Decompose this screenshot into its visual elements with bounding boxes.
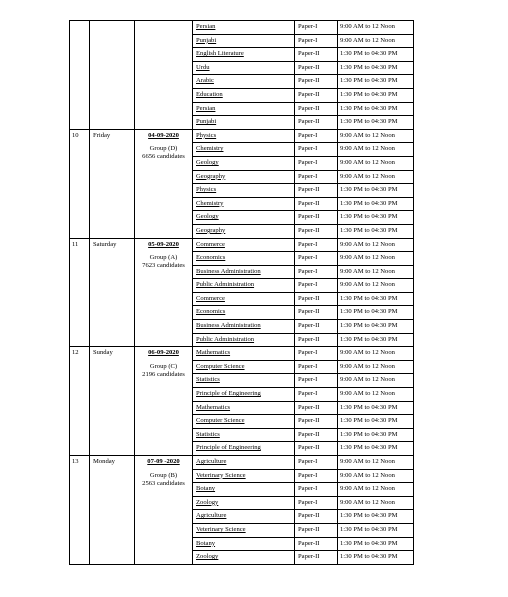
time-cell: 1:30 PM to 04:30 PM: [338, 88, 414, 102]
date-cell: [135, 21, 193, 130]
subject-cell: [193, 496, 295, 510]
subject-name: Veterinary Science: [196, 471, 246, 479]
subject-name: Principle of Engineering: [196, 444, 261, 452]
paper-cell: Paper-I: [295, 265, 338, 279]
table-row: [70, 129, 414, 143]
subject-name: Computer Science: [196, 417, 245, 425]
group-label: Group (D): [149, 145, 178, 153]
subject-cell: [193, 143, 295, 157]
serial-number: 13: [70, 456, 90, 565]
paper-cell: Paper-II: [295, 102, 338, 116]
paper-cell: Paper-II: [295, 88, 338, 102]
time-cell: 9:00 AM to 12 Noon: [338, 456, 414, 470]
time-cell: 1:30 PM to 04:30 PM: [338, 306, 414, 320]
time-cell: 9:00 AM to 12 Noon: [338, 374, 414, 388]
paper-cell: Paper-I: [295, 129, 338, 143]
subject-name: Botany: [196, 539, 216, 547]
subject-cell: [193, 129, 295, 143]
subject-name: Punjabi: [196, 118, 217, 126]
subject-cell: [193, 279, 295, 293]
subject-cell: [193, 428, 295, 442]
time-cell: 1:30 PM to 04:30 PM: [338, 510, 414, 524]
paper-cell: Paper-II: [295, 292, 338, 306]
subject-cell: [193, 523, 295, 537]
subject-name: Geography: [196, 172, 226, 180]
schedule-page: [69, 20, 414, 565]
paper-cell: Paper-I: [295, 456, 338, 470]
time-cell: 1:30 PM to 04:30 PM: [338, 551, 414, 565]
exam-date: 05-09-2020: [148, 240, 179, 248]
group-label: Group (C): [149, 362, 178, 370]
subject-name: Geology: [196, 213, 219, 221]
time-cell: 9:00 AM to 12 Noon: [338, 279, 414, 293]
paper-cell: Paper-II: [295, 428, 338, 442]
subject-cell: [193, 102, 295, 116]
time-cell: 9:00 AM to 12 Noon: [338, 496, 414, 510]
subject-name: Zoology: [196, 553, 219, 561]
paper-cell: Paper-I: [295, 483, 338, 497]
time-cell: 9:00 AM to 12 Noon: [338, 252, 414, 266]
subject-name: Chemistry: [196, 145, 224, 153]
candidate-count: 6656 candidates: [142, 153, 185, 161]
day-name: Saturday: [90, 238, 135, 347]
subject-name: English Literature: [196, 50, 244, 58]
subject-name: Principle of Engineering: [196, 390, 261, 398]
subject-name: Veterinary Science: [196, 525, 246, 533]
sn-cell: [70, 21, 90, 130]
paper-cell: Paper-II: [295, 523, 338, 537]
time-cell: 1:30 PM to 04:30 PM: [338, 523, 414, 537]
time-cell: 1:30 PM to 04:30 PM: [338, 333, 414, 347]
subject-cell: [193, 360, 295, 374]
paper-cell: Paper-I: [295, 143, 338, 157]
candidate-count: 2196 candidates: [142, 370, 185, 378]
time-cell: 9:00 AM to 12 Noon: [338, 469, 414, 483]
time-cell: 9:00 AM to 12 Noon: [338, 265, 414, 279]
time-cell: 1:30 PM to 04:30 PM: [338, 116, 414, 130]
paper-cell: Paper-I: [295, 469, 338, 483]
subject-cell: [193, 116, 295, 130]
paper-cell: Paper-II: [295, 551, 338, 565]
subject-cell: [193, 265, 295, 279]
paper-cell: Paper-II: [295, 320, 338, 334]
subject-name: Chemistry: [196, 199, 224, 207]
time-cell: 1:30 PM to 04:30 PM: [338, 428, 414, 442]
paper-cell: Paper-I: [295, 374, 338, 388]
subject-name: Punjabi: [196, 36, 217, 44]
subject-cell: [193, 75, 295, 89]
subject-name: Computer Science: [196, 362, 245, 370]
day-name: Sunday: [90, 347, 135, 456]
serial-number: 12: [70, 347, 90, 456]
subject-cell: [193, 184, 295, 198]
paper-cell: Paper-II: [295, 537, 338, 551]
time-cell: 1:30 PM to 04:30 PM: [338, 224, 414, 238]
subject-name: Statistics: [196, 430, 220, 438]
time-cell: 1:30 PM to 04:30 PM: [338, 320, 414, 334]
paper-cell: Paper-I: [295, 360, 338, 374]
subject-cell: [193, 88, 295, 102]
subject-name: Physics: [196, 131, 217, 139]
day-name: Friday: [90, 129, 135, 238]
day-cell: [90, 21, 135, 130]
paper-cell: Paper-II: [295, 510, 338, 524]
time-cell: 9:00 AM to 12 Noon: [338, 388, 414, 402]
subject-cell: [193, 320, 295, 334]
date-cell: [135, 347, 193, 456]
time-cell: 1:30 PM to 04:30 PM: [338, 197, 414, 211]
schedule-body: [70, 21, 414, 565]
exam-date: 07-09 -2020: [147, 458, 180, 465]
exam-date: 04-09-2020: [148, 131, 179, 139]
subject-name: Business Administration: [196, 322, 261, 330]
paper-cell: Paper-II: [295, 48, 338, 62]
paper-cell: Paper-II: [295, 184, 338, 198]
paper-cell: Paper-I: [295, 170, 338, 184]
date-cell: [135, 129, 193, 238]
paper-cell: Paper-II: [295, 442, 338, 456]
paper-cell: Paper-II: [295, 415, 338, 429]
subject-name: Economics: [196, 254, 226, 262]
paper-cell: Paper-II: [295, 75, 338, 89]
subject-name: Statistics: [196, 376, 220, 384]
table-row: [70, 347, 414, 361]
paper-cell: Paper-II: [295, 333, 338, 347]
group-label: Group (B): [149, 471, 178, 479]
paper-cell: Paper-I: [295, 21, 338, 35]
subject-name: Agriculture: [196, 458, 227, 465]
time-cell: 9:00 AM to 12 Noon: [338, 238, 414, 252]
subject-name: Zoology: [196, 498, 219, 506]
time-cell: 9:00 AM to 12 Noon: [338, 360, 414, 374]
schedule-table: [69, 20, 414, 565]
subject-cell: [193, 170, 295, 184]
time-cell: 1:30 PM to 04:30 PM: [338, 442, 414, 456]
subject-cell: [193, 510, 295, 524]
subject-cell: [193, 537, 295, 551]
subject-cell: [193, 415, 295, 429]
paper-cell: Paper-II: [295, 224, 338, 238]
paper-cell: Paper-II: [295, 197, 338, 211]
paper-cell: Paper-II: [295, 306, 338, 320]
time-cell: 9:00 AM to 12 Noon: [338, 483, 414, 497]
subject-cell: [193, 442, 295, 456]
time-cell: 1:30 PM to 04:30 PM: [338, 102, 414, 116]
serial-number: 11: [70, 238, 90, 347]
time-cell: 9:00 AM to 12 Noon: [338, 34, 414, 48]
subject-cell: [193, 48, 295, 62]
subject-name: Arabic: [196, 77, 214, 85]
time-cell: 9:00 AM to 12 Noon: [338, 170, 414, 184]
day-name: Monday: [90, 456, 135, 565]
subject-name: Public Administration: [196, 335, 255, 343]
subject-cell: [193, 224, 295, 238]
time-cell: 1:30 PM to 04:30 PM: [338, 401, 414, 415]
subject-name: Geology: [196, 158, 219, 166]
time-cell: 9:00 AM to 12 Noon: [338, 21, 414, 35]
time-cell: 9:00 AM to 12 Noon: [338, 156, 414, 170]
subject-cell: [193, 456, 295, 470]
table-row: [70, 21, 414, 35]
subject-name: Urdu: [196, 63, 210, 71]
subject-name: Botany: [196, 485, 216, 493]
subject-cell: [193, 306, 295, 320]
subject-name: Commerce: [196, 294, 225, 302]
subject-name: Persian: [196, 104, 216, 112]
subject-name: Mathematics: [196, 349, 231, 357]
subject-name: Economics: [196, 308, 226, 316]
date-cell: [135, 456, 193, 565]
subject-cell: [193, 469, 295, 483]
paper-cell: Paper-II: [295, 61, 338, 75]
time-cell: 9:00 AM to 12 Noon: [338, 347, 414, 361]
subject-cell: [193, 333, 295, 347]
candidate-count: 7623 candidates: [142, 262, 185, 270]
paper-cell: Paper-I: [295, 156, 338, 170]
serial-number: 10: [70, 129, 90, 238]
subject-cell: [193, 156, 295, 170]
paper-cell: Paper-I: [295, 238, 338, 252]
time-cell: 1:30 PM to 04:30 PM: [338, 415, 414, 429]
subject-name: Commerce: [196, 240, 225, 248]
subject-cell: [193, 252, 295, 266]
subject-cell: [193, 388, 295, 402]
subject-cell: [193, 21, 295, 35]
paper-cell: Paper-II: [295, 211, 338, 225]
paper-cell: Paper-II: [295, 116, 338, 130]
time-cell: 9:00 AM to 12 Noon: [338, 143, 414, 157]
subject-cell: [193, 483, 295, 497]
subject-cell: [193, 292, 295, 306]
subject-name: Public Administration: [196, 281, 255, 289]
subject-cell: [193, 401, 295, 415]
subject-cell: [193, 197, 295, 211]
subject-cell: [193, 347, 295, 361]
paper-cell: Paper-I: [295, 388, 338, 402]
subject-name: Mathematics: [196, 403, 231, 411]
time-cell: 1:30 PM to 04:30 PM: [338, 75, 414, 89]
time-cell: 1:30 PM to 04:30 PM: [338, 48, 414, 62]
subject-cell: [193, 211, 295, 225]
subject-cell: [193, 238, 295, 252]
time-cell: 1:30 PM to 04:30 PM: [338, 184, 414, 198]
time-cell: 1:30 PM to 04:30 PM: [338, 211, 414, 225]
time-cell: 1:30 PM to 04:30 PM: [338, 537, 414, 551]
subject-cell: [193, 551, 295, 565]
paper-cell: Paper-I: [295, 347, 338, 361]
subject-cell: [193, 374, 295, 388]
paper-cell: Paper-II: [295, 401, 338, 415]
paper-cell: Paper-I: [295, 252, 338, 266]
paper-cell: Paper-I: [295, 34, 338, 48]
exam-date: 06-09-2020: [148, 349, 179, 357]
subject-name: Education: [196, 90, 223, 98]
subject-name: Business Administration: [196, 267, 261, 275]
paper-cell: Paper-I: [295, 279, 338, 293]
table-row: [70, 238, 414, 252]
date-cell: [135, 238, 193, 347]
time-cell: 1:30 PM to 04:30 PM: [338, 61, 414, 75]
subject-cell: [193, 34, 295, 48]
subject-name: Agriculture: [196, 512, 227, 520]
paper-cell: Paper-I: [295, 496, 338, 510]
time-cell: 1:30 PM to 04:30 PM: [338, 292, 414, 306]
subject-name: Persian: [196, 23, 216, 30]
group-label: Group (A): [149, 254, 178, 262]
subject-name: Physics: [196, 186, 217, 194]
subject-cell: [193, 61, 295, 75]
subject-name: Geography: [196, 226, 226, 234]
time-cell: 9:00 AM to 12 Noon: [338, 129, 414, 143]
table-row: [70, 456, 414, 470]
candidate-count: 2563 candidates: [142, 479, 185, 487]
